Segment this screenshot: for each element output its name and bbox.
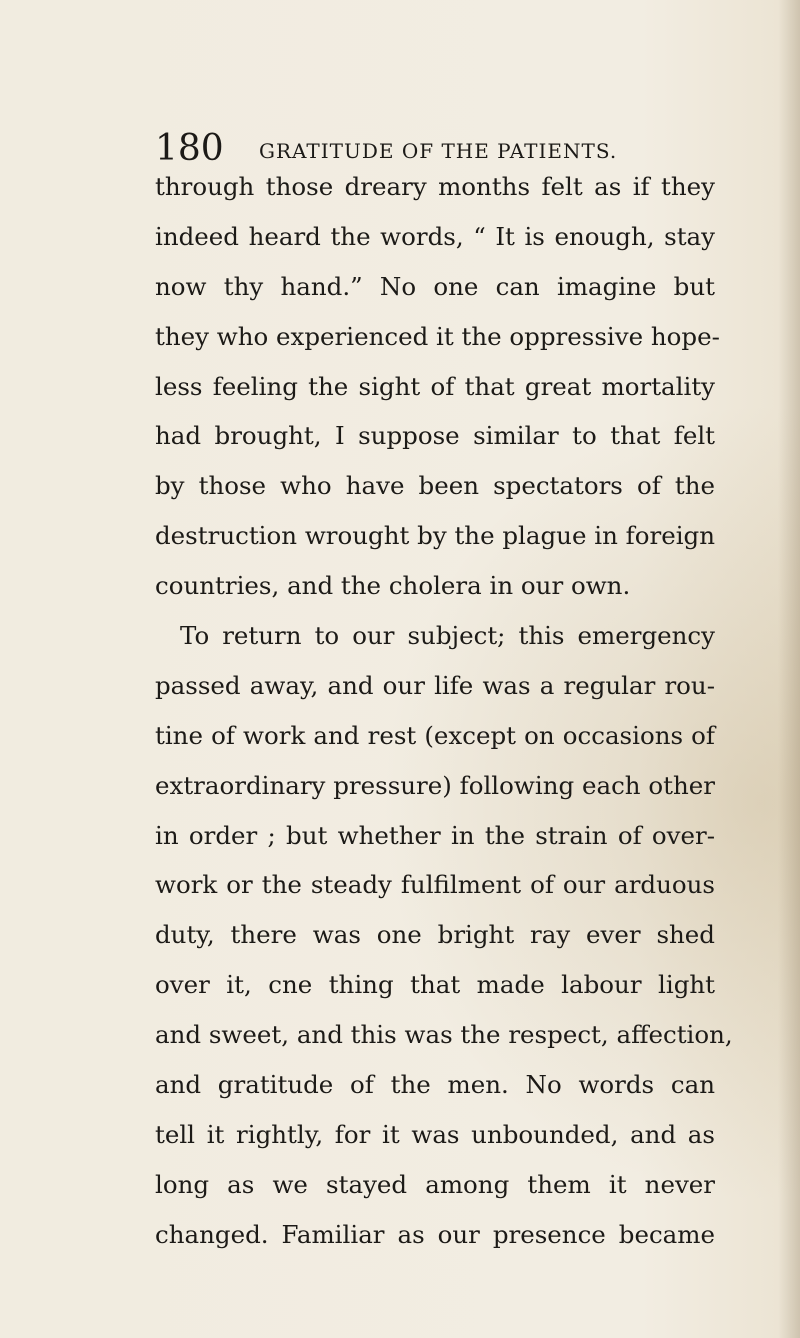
text-line: through those dreary months felt as if they: [155, 172, 715, 201]
text-line: they who experienced it the oppressive hope-: [155, 321, 720, 351]
text-line: countries, and the cholera in our own.: [155, 571, 631, 601]
text-line: duty, there was one bright ray ever shed: [155, 920, 715, 950]
body-text: [155, 162, 733, 1260]
text-line: in order ; but whether in the strain of over-: [155, 820, 715, 850]
text-line: passed away, and our life was a regular rou-: [155, 670, 715, 700]
text-line: and sweet, and this was the respect, affection,: [155, 1020, 733, 1050]
text-line: extraordinary pressure) following each other: [155, 770, 715, 800]
text-line: now thy hand.” No one can imagine but: [155, 271, 715, 301]
running-head: GRATITUDE OF THE PATIENTS.: [259, 139, 618, 163]
text-line: To return to our subject; this emergency: [180, 621, 715, 651]
text-line: long as we stayed among them it never: [155, 1169, 715, 1199]
text-line: destruction wrought by the plague in foreign: [155, 521, 715, 551]
page-edge-shadow: [778, 0, 800, 1338]
text-line: indeed heard the words, “ It is enough, stay: [155, 221, 715, 251]
text-line: and gratitude of the men. No words can: [155, 1070, 715, 1100]
text-line: less feeling the sight of that great mortality: [155, 371, 715, 401]
text-line: tine of work and rest (except on occasions of: [155, 720, 715, 750]
text-line: over it, cne thing that made labour light: [155, 970, 715, 1000]
text-line: by those who have been spectators of the: [155, 471, 715, 501]
text-line: work or the steady fulfilment of our arduous: [155, 870, 715, 900]
text-line: had brought, I suppose similar to that felt: [155, 421, 715, 451]
page-number: 180: [155, 128, 224, 169]
text-line: tell it rightly, for it was unbounded, and as: [155, 1119, 715, 1149]
text-line: changed. Familiar as our presence became: [155, 1219, 715, 1249]
